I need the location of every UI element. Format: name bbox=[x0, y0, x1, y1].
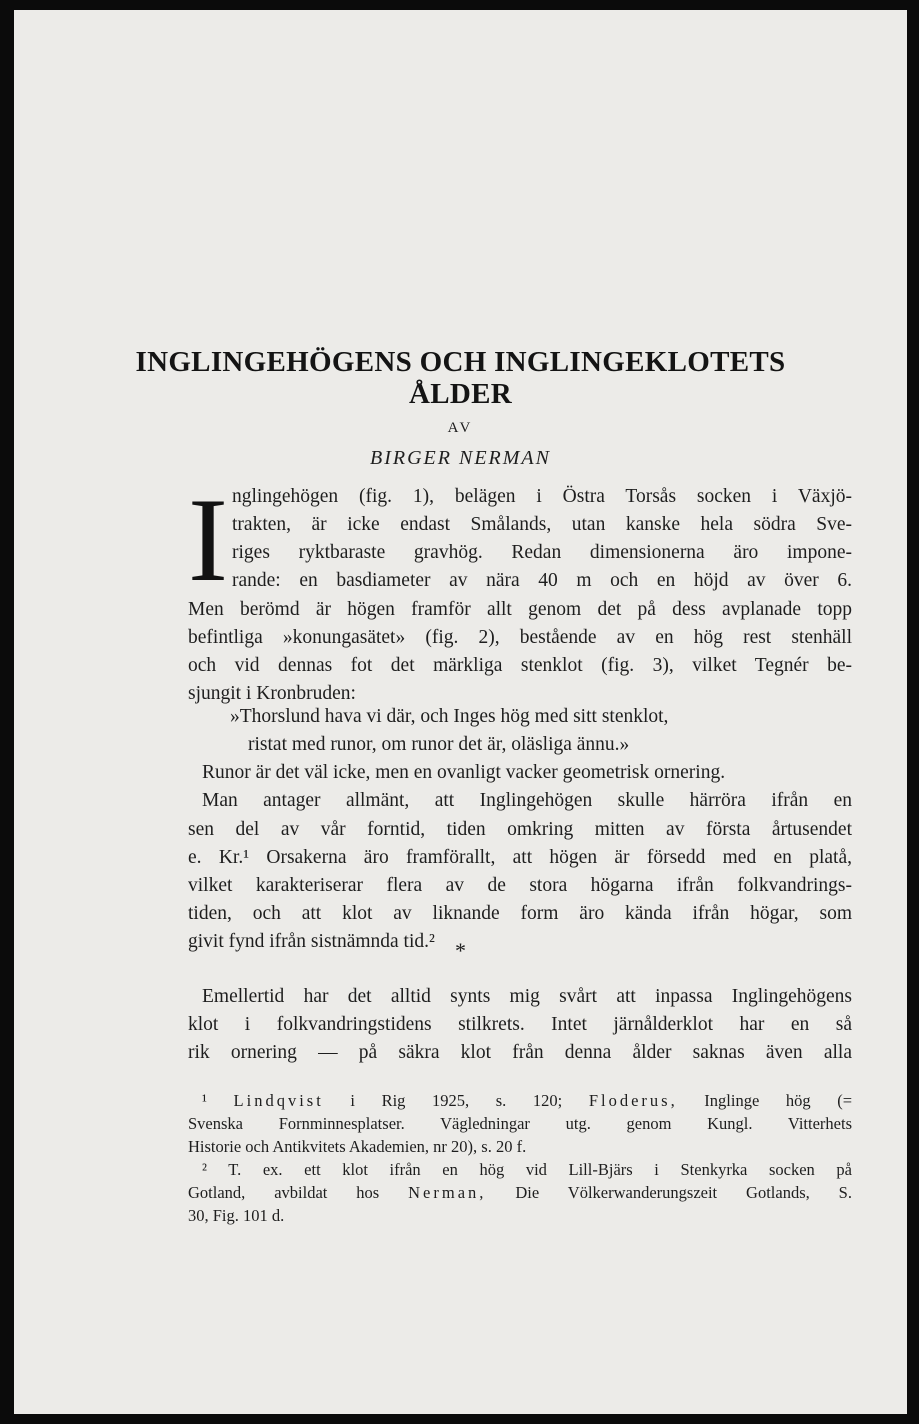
text-line: befintliga »konungasätet» (fig. 2), bestående av en hög rest stenhäll bbox=[188, 627, 852, 648]
footnote-2-line-3: 30, Fig. 101 d. bbox=[188, 1206, 285, 1225]
text-line: rande: en basdiameter av nära 40 m och en höjd av över 6. bbox=[232, 570, 852, 591]
text-line: vilket karakteriserar flera av de stora högarna ifrån folkvandrings- bbox=[188, 875, 852, 896]
byline-av: AV bbox=[447, 420, 474, 436]
article-title-line-1: INGLINGEHÖGENS OCH INGLINGEKLOTETS bbox=[135, 346, 786, 378]
scanned-page bbox=[14, 10, 907, 1414]
text-line: Emellertid har det alltid synts mig svårt att inpassa Inglingehögens bbox=[202, 986, 852, 1007]
text-line: och vid dennas fot det märkliga stenklot (fig. 3), vilket Tegnér be- bbox=[188, 655, 852, 676]
text-line: rik ornering — på säkra klot från denna ålder saknas även alla bbox=[188, 1042, 852, 1063]
quote-line: »Thorslund hava vi där, och Inges hög med sitt stenklot, bbox=[230, 706, 669, 727]
text-line: klot i folkvandringstidens stilkrets. Intet järnålderklot har en så bbox=[188, 1014, 852, 1035]
footnote-author: Nerman, bbox=[408, 1183, 487, 1202]
text-line: nglingehögen (fig. 1), belägen i Östra Torsås socken i Växjö- bbox=[232, 486, 852, 507]
text-line: Runor är det väl icke, men en ovanligt vacker geometrisk ornering. bbox=[202, 762, 726, 783]
text-line: givit fynd ifrån sistnämnda tid.² bbox=[188, 931, 435, 952]
article-title-line-2: ÅLDER bbox=[408, 378, 512, 410]
footnote-marker: ² bbox=[202, 1160, 207, 1179]
footnote-text: Gotland, avbildat hos bbox=[188, 1183, 380, 1202]
drop-cap: I bbox=[188, 473, 228, 606]
footnote-2-line-1 bbox=[202, 1158, 852, 1181]
section-separator: * bbox=[455, 938, 466, 963]
text-line: sjungit i Kronbruden: bbox=[188, 683, 356, 704]
footnote-text: T. ex. ett klot ifrån en hög vid Lill-Bjärs i Stenkyrka socken på bbox=[228, 1160, 852, 1179]
author-name: BIRGER NERMAN bbox=[370, 447, 551, 469]
text-line: riges ryktbaraste gravhög. Redan dimensionerna äro impone- bbox=[232, 542, 852, 563]
footnote-text: Inglinge hög (= bbox=[704, 1091, 853, 1110]
footnote-text: Die Völkerwanderungszeit Gotlands, S. bbox=[515, 1183, 852, 1202]
text-line: tiden, och att klot av liknande form äro kända ifrån högar, som bbox=[188, 903, 852, 924]
text-line: sen del av vår forntid, tiden omkring mitten av första årtusendet bbox=[188, 819, 852, 840]
footnote-1-line-2: Svenska Fornminnesplatser. Vägledningar utg. genom Kungl. Vitterhets bbox=[188, 1114, 852, 1133]
footnote-2-line-2 bbox=[188, 1181, 852, 1204]
footnote-author: Floderus, bbox=[588, 1091, 678, 1110]
footnote-1-line-3: Historie och Antikvitets Akademien, nr 20), s. 20 f. bbox=[188, 1137, 527, 1156]
text-line: trakten, är icke endast Smålands, utan kanske hela södra Sve- bbox=[232, 514, 852, 535]
quote-line: ristat med runor, om runor det är, oläsliga ännu.» bbox=[248, 734, 630, 755]
text-line: Man antager allmänt, att Inglingehögen skulle härröra ifrån en bbox=[202, 790, 852, 811]
footnote-1-line-1 bbox=[202, 1089, 852, 1112]
text-line: e. Kr.¹ Orsakerna äro framförallt, att högen är försedd med en platå, bbox=[188, 847, 852, 868]
footnote-text: i Rig 1925, s. 120; bbox=[350, 1091, 563, 1110]
text-line: Men berömd är högen framför allt genom det på dess avplanade topp bbox=[188, 599, 852, 620]
footnote-marker: ¹ bbox=[202, 1091, 207, 1110]
footnote-author: Lindqvist bbox=[233, 1091, 324, 1110]
